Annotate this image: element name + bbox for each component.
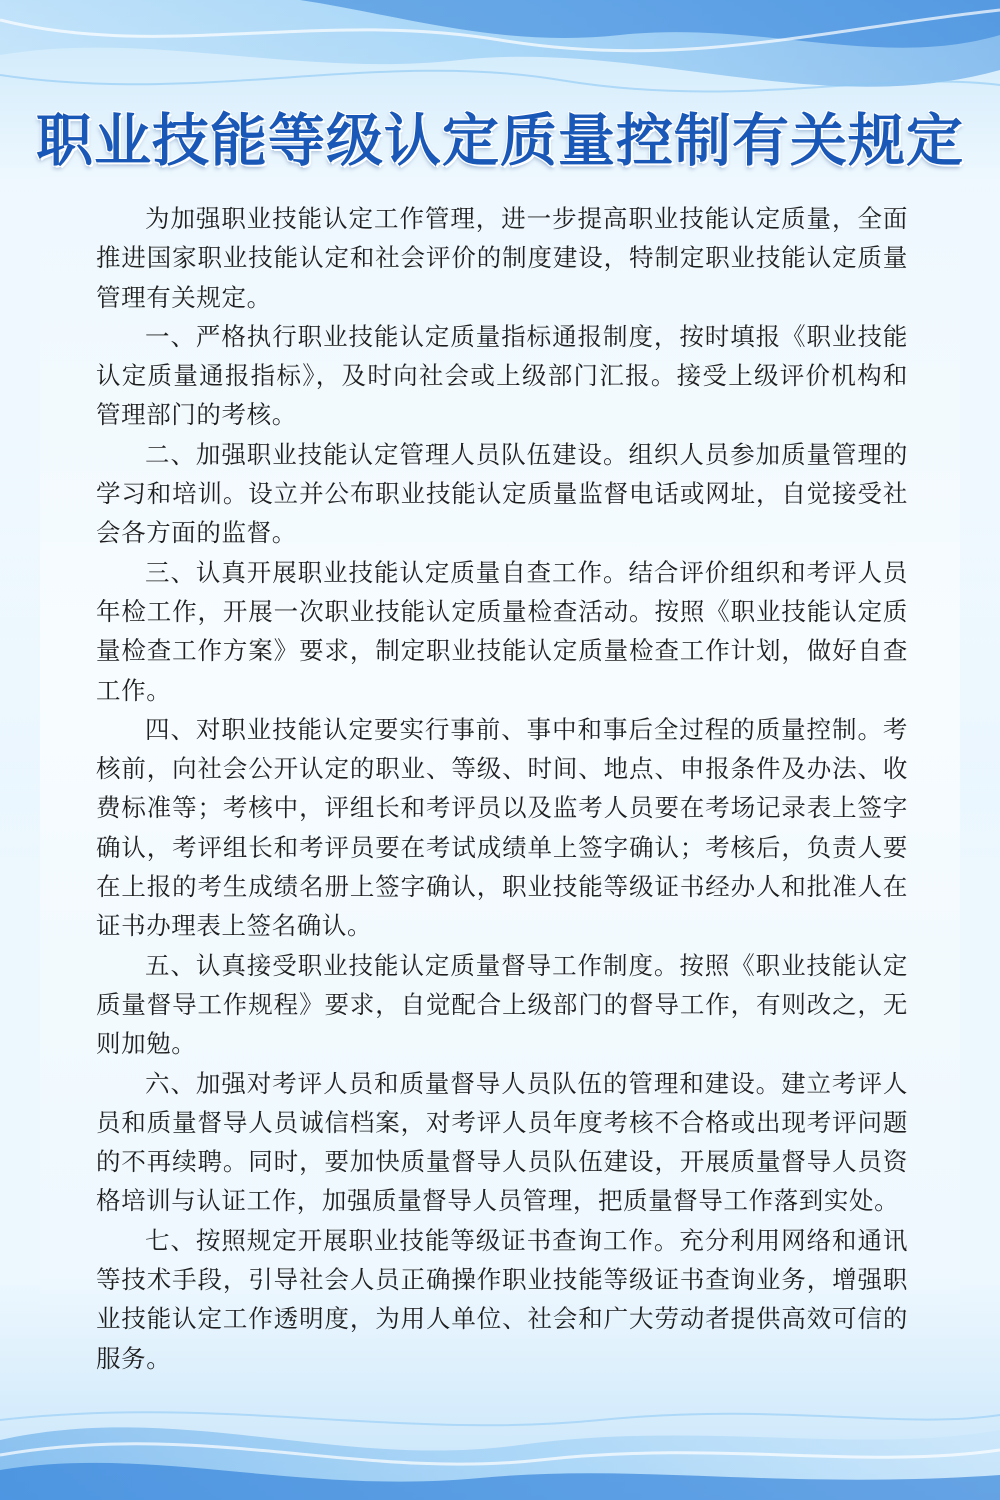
article-6-paragraph: 六、加强对考评人员和质量督导人员队伍的管理和建设。建立考评人员和质量督导人员诚信档案，对考评人员年度考核不合格或出现考评问题的不再续聘。同时，要加快质量督导人员队伍建设，开展质量督导人员资格培训与认证工作，加强质量督导人员管理，把质量督导工作落到实处。 — [96, 1068, 908, 1216]
article-2-paragraph: 二、加强职业技能认定管理人员队伍建设。组织人员参加质量管理的学习和培训。设立并公布职业技能认定质量监督电话或网址，自觉接受社会各方面的监督。 — [96, 439, 908, 548]
article-3-paragraph: 三、认真开展职业技能认定质量自查工作。结合评价组织和考评人员年检工作，开展一次职业技能认定质量检查活动。按照《职业技能认定质量检查工作方案》要求，制定职业技能认定质量检查工作计划，做好自查工作。 — [96, 557, 908, 705]
regulation-body — [96, 199, 908, 1378]
poster-title: 职业技能等级认定质量控制有关规定 — [36, 108, 964, 174]
article-1-paragraph: 一、严格执行职业技能认定质量指标通报制度，按时填报《职业技能认定质量通报指标》，及时向社会或上级部门汇报。接受上级评价机构和管理部门的考核。 — [96, 321, 908, 430]
article-4-paragraph: 四、对职业技能认定要实行事前、事中和事后全过程的质量控制。考核前，向社会公开认定的职业、等级、时间、地点、申报条件及办法、收费标准等；考核中，评组长和考评员以及监考人员要在考场记录表上签字确认，考评组长和考评员要在考试成绩单上签字确认；考核后，负责人要在上报的考生成绩名册上签字确认，职业技能等级证书经办人和批准人在证书办理表上签名确认。 — [96, 714, 908, 941]
article-5-paragraph: 五、认真接受职业技能认定质量督导工作制度。按照《职业技能认定质量督导工作规程》要求，自觉配合上级部门的督导工作，有则改之，无则加勉。 — [96, 950, 908, 1059]
article-7-paragraph: 七、按照规定开展职业技能等级证书查询工作。充分利用网络和通讯等技术手段，引导社会人员正确操作职业技能等级证书查询业务，增强职业技能认定工作透明度，为用人单位、社会和广大劳动者提供高效可信的服务。 — [96, 1225, 908, 1373]
intro-paragraph: 为加强职业技能认定工作管理，进一步提高职业技能认定质量，全面推进国家职业技能认定和社会评价的制度建设，特制定职业技能认定质量管理有关规定。 — [96, 204, 908, 312]
